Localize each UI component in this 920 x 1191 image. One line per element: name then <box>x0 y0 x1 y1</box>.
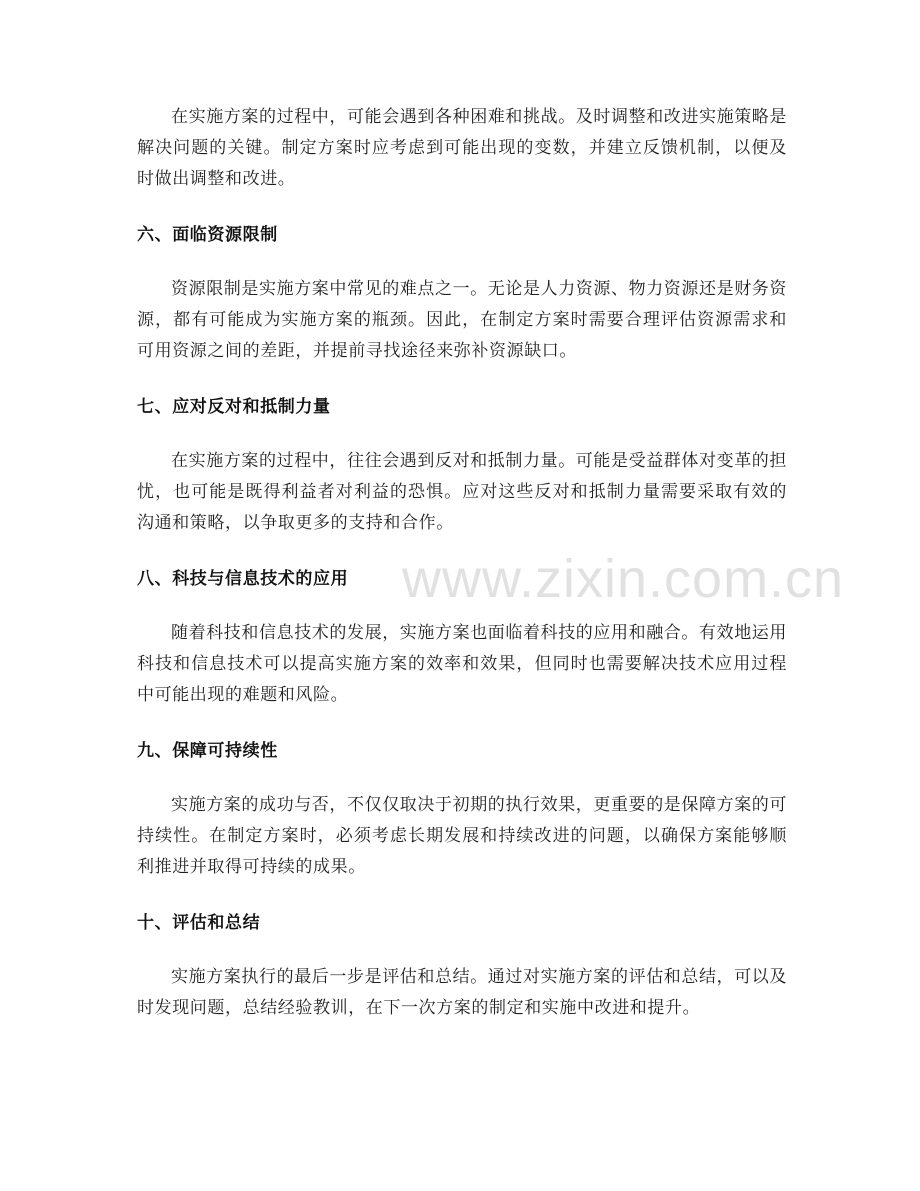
section-heading-7: 七、应对反对和抵制力量 <box>137 397 331 417</box>
document-body <box>137 102 787 1024</box>
section-body-7: 在实施方案的过程中，往往会遇到反对和抵制力量。可能是受益群体对变革的担忧，也可能是既得利益者对利益的恐惧。应对这些反对和抵制力量需要采取有效的沟通和策略，以争取更多的支持和合作。 <box>137 451 787 533</box>
section-heading-6: 六、面临资源限制 <box>137 225 278 245</box>
section-heading-8: 八、科技与信息技术的应用 <box>137 569 349 589</box>
section-body-9: 实施方案的成功与否，不仅仅取决于初期的执行效果，更重要的是保障方案的可持续性。在制定方案时，必须考虑长期发展和持续改进的问题，以确保方案能够顺利推进并取得可持续的成果。 <box>137 795 787 877</box>
section-body-6: 资源限制是实施方案中常见的难点之一。无论是人力资源、物力资源还是财务资源，都有可能成为实施方案的瓶颈。因此，在制定方案时需要合理评估资源需求和可用资源之间的差距，并提前寻找途径来弥补资源缺口。 <box>137 279 787 361</box>
section-heading-9: 九、保障可持续性 <box>137 741 278 761</box>
watermark: www.zixin.com.cn <box>402 549 845 609</box>
section-body-10: 实施方案执行的最后一步是评估和总结。通过对实施方案的评估和总结，可以及时发现问题，总结经验教训，在下一次方案的制定和实施中改进和提升。 <box>137 967 787 1018</box>
section-body-8: 随着科技和信息技术的发展，实施方案也面临着科技的应用和融合。有效地运用科技和信息技术可以提高实施方案的效率和效果，但同时也需要解决技术应用过程中可能出现的难题和风险。 <box>137 623 787 705</box>
section-heading-10: 十、评估和总结 <box>137 913 261 933</box>
intro-paragraph: 在实施方案的过程中，可能会遇到各种困难和挑战。及时调整和改进实施策略是解决问题的关键。制定方案时应考虑到可能出现的变数，并建立反馈机制，以便及时做出调整和改进。 <box>137 107 787 189</box>
